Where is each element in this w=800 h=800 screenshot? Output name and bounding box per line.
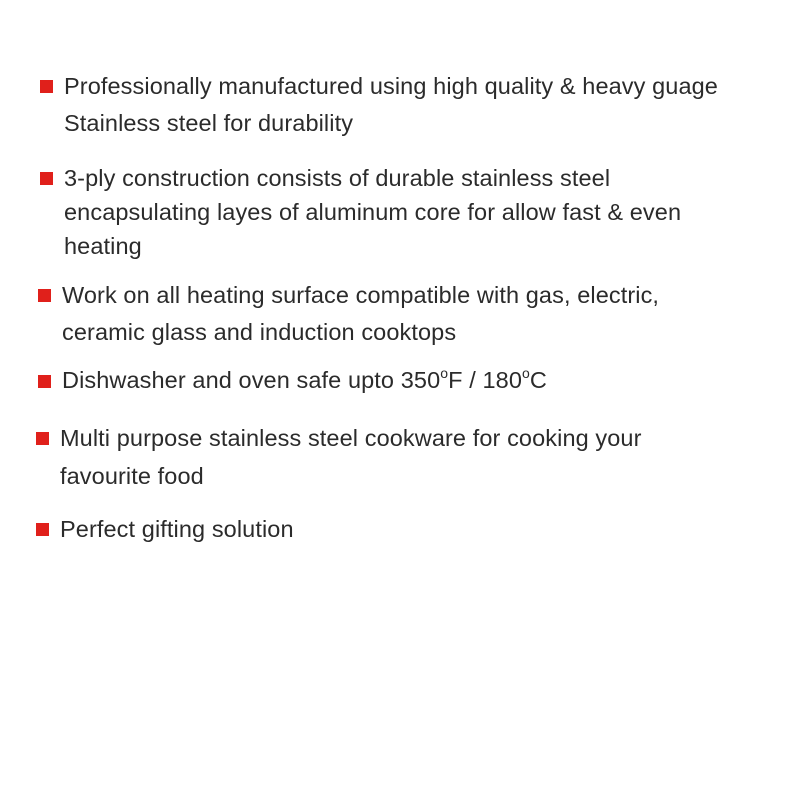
feature-text-part: C <box>529 367 547 393</box>
degree-superscript: o <box>522 365 530 382</box>
feature-text-line: favourite food <box>60 463 204 489</box>
feature-text-line: Professionally manufactured using high quality & heavy guage <box>64 73 718 99</box>
red-square-bullet-icon <box>38 289 51 302</box>
feature-text-line <box>62 366 547 394</box>
red-square-bullet-icon <box>36 432 49 445</box>
red-square-bullet-icon <box>40 172 53 185</box>
feature-text-line: 3-ply construction consists of durable stainless steel <box>64 165 611 191</box>
red-square-bullet-icon <box>40 80 53 93</box>
feature-text-part: Dishwasher and oven safe upto 350 <box>62 367 441 393</box>
feature-text-line: heating <box>64 233 142 259</box>
feature-text-line: Perfect gifting solution <box>60 516 294 542</box>
feature-text-line: Multi purpose stainless steel cookware for cooking your <box>60 425 642 451</box>
feature-text-part: F / 180 <box>448 367 522 393</box>
feature-text-line: ceramic glass and induction cooktops <box>62 319 457 345</box>
feature-text-line: Stainless steel for durability <box>64 110 354 136</box>
degree-superscript: o <box>440 365 449 382</box>
red-square-bullet-icon <box>36 523 49 536</box>
red-square-bullet-icon <box>38 375 51 388</box>
feature-text-line: encapsulating layes of aluminum core for allow fast & even <box>64 199 682 225</box>
feature-text-line: Work on all heating surface compatible with gas, electric, <box>62 282 660 308</box>
